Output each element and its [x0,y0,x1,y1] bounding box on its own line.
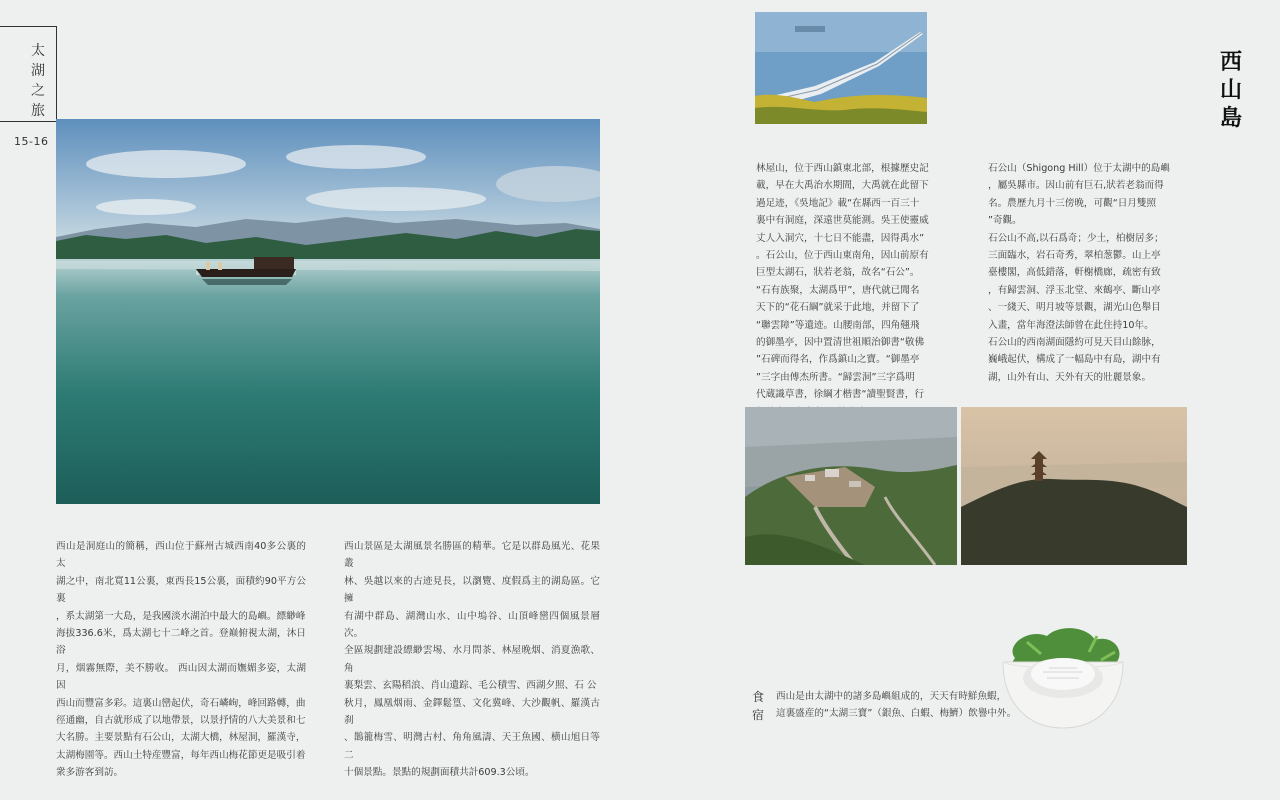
title-char-1: 西 [1219,49,1242,75]
title-char-3: 島 [1219,105,1242,131]
page-numbers: 15-16 [14,135,49,148]
pagoda-sunset-photo [961,407,1187,565]
lake-boat-photo [56,119,600,504]
intro-paragraph: 西山是洞庭山的簡稱，西山位于蘇州古城西南40多公裏的太 湖之中，南北寬11公裏，東西長15公裏，面積約90平方公裏 ，系太湖第一大島，是我國淡水湖泊中最大的島嶼。縹緲峰 海拔336.6米，爲太湖七十二峰之首。登巅俯視太湖，沐日浴 月，烟霧無際，美不勝收。 西山因太湖而嫵媚多姿，太湖因 西山而豐富多彩。這裏山巒起伏，奇石嶙峋，峰回路轉，曲 徑通幽，自古就形成了以地帶景，以景抒情的八大美景和七 大名勝。主要景點有石公山，太湖大橋，林屋洞，羅漢寺， 太湖梅園等。西山土特産豐富，每年西山梅花節更是吸引着 衆多游客到訪。 [56,541,306,779]
scenic-area-paragraph: 西山景區是太湖風景名勝區的精華。它是以群島風光、花果叢 林、吳越以來的古迹見長，以瀏覽、度假爲主的湖島區。它擁 有湖中群島、湖灣山水、山中塢谷、山頂峰巒四個風景層次。 全區規劃建設縹緲雲埸、水月問茶、林屋晚烟、消夏漁歌、角 裏梨雲、玄陽稻浪、肖山遺踪、毛公積雪、西湖夕照、石 公 秋月，鳳凰烟雨、金鐸鬆篁、文化冀峰、大沙觀帆、羅漢古刹 、鵲籠梅雪、明灣古村、角角風濤、天王魚國、横山旭日等二 十個景點。景點的規劃面積共計609.3公頃。 [344,541,600,779]
rail-char-1: 太 [31,43,45,59]
dining-char-1: 食 [751,690,764,704]
rail-mid-rule [0,121,57,122]
rail-vertical-rule [56,26,57,122]
rail-char-4: 旅 [31,103,45,119]
bridge-photo [755,12,927,124]
aerial-village-photo [745,407,957,565]
shigong-mountain-paragraph: 石公山（Shigong Hill）位于太湖中的島嶼 ，屬吳縣市。因山前有巨石,狀若老翁而得 名。農歷九月十三傍晚，可觀“日月雙照 ”奇觀。 石公山不高,以石爲奇；少土，柏樹居多； 三面臨水，岩石奇秀，翠柏葱鬱。山上亭 臺樓閣，高低錯落，軒榭橋廊，疏密有致 ，有歸雲洞、浮玉北堂、來鶴亭、斷山亭 、一綫天、明月坡等景觀，湖光山色舉目 入畫，當年海澄法師曾在此住持10年。 石公山的西南湖面隱約可見天目山餘脉， 巍峨起伏，構成了一幅島中有島，湖中有 湖，山外有山、天外有天的壯麗景象。 [988,163,1170,383]
dining-label [748,688,768,724]
title-char-2: 山 [1219,77,1242,103]
linwu-mountain-paragraph: 林屋山，位于西山鎮東北部，根據歷史記 載，早在大禹治水期間，大禹就在此留下 過足迹，《吳地記》載“在縣西一百三十 裏中有洞庭，深遠世莫能測。吳王使靈威 丈人入洞穴，十七日不能盡，因得禹水” 。石公山，位于西山東南角，因山前原有 巨型太湖石，狀若老翁，故名“石公”。 “石有族聚，太湖爲甲”，唐代就已聞名 天下的“花石綱”就采于此地，并留下了 “聯雲障”等遺迹。山腰南部，四角翹飛 的御墨亭，因中置清世祖順治御書“敬佛 ”石碑而得名，作爲鎮山之寶。“御墨亭 ”三字由傅杰所書。“歸雲洞”三字爲明 代蔵識草書，徐綱才楷書“讀聖賢書，行 [756,163,929,401]
rail-char-3: 之 [31,83,45,99]
dining-char-2: 宿 [751,708,764,722]
rail-char-2: 湖 [31,63,45,79]
page-title [1214,48,1248,132]
dining-paragraph: 西山是由太湖中的諸多島嶼組成的，天天有時鮮魚蝦， 這裏盛産的“太湖三寶”（銀魚、白蝦、梅鱭）飲譽中外。 [776,691,1017,720]
whitebait-bowl-photo [997,622,1129,734]
rail-top-rule [0,26,57,27]
